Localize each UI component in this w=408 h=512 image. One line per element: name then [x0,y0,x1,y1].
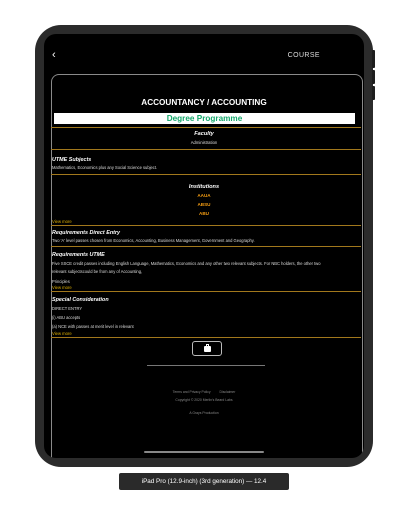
special-consideration-line: (i) ABU accepts [52,315,81,320]
special-consideration-line: (a) NCE with passes at merit level in relevant [52,324,134,329]
requirements-utme-line: Five SSCE credit passes including English Language, Mathematics, Economics and any other two relevant subjects. For NBC holders, the other two [52,261,321,266]
requirements-utme-line: Principles [52,279,70,284]
direct-entry-text: Two 'A' level passes chosen from Economics, Accounting, Business Management, Government and Geography. [52,238,255,243]
faculty-value: Administration [190,140,218,145]
device-caption: iPad Pro (12.9-inch) (3rd generation) — 12.4 [119,473,289,490]
terms-link[interactable]: Terms and Privacy Policy [172,390,211,394]
institution-item[interactable]: AAUA [197,193,211,198]
divider [51,127,361,128]
disclaimer-link[interactable]: Disclaimer [219,390,236,394]
divider [51,291,361,292]
volume-up-button [372,70,375,84]
divider [51,174,361,175]
utme-subjects-heading: UTME Subjects [52,157,92,163]
footer-links [44,390,364,394]
app-screen [44,34,364,458]
volume-down-button [372,86,375,100]
power-button [372,50,375,68]
divider [51,225,361,226]
navigation-bar [44,34,364,74]
institution-item[interactable]: ABSU [197,202,211,207]
chevron-left-icon[interactable]: ‹ [52,49,56,61]
home-indicator[interactable] [144,451,264,453]
copyright-text: Copyright © 2020 Merlin's Beard Labs [175,398,233,402]
direct-entry-heading: Requirements Direct Entry [52,230,121,236]
faculty-heading: Faculty [194,131,214,137]
footer-divider [147,365,265,366]
requirements-view-more-link[interactable]: View more [52,285,72,290]
special-view-more-link[interactable]: View more [52,331,72,336]
divider [51,149,361,150]
requirements-utme-heading: Requirements UTME [52,252,105,258]
institution-item[interactable]: ABU [199,211,209,216]
institutions-heading: Institutions [188,184,220,190]
action-button[interactable] [192,341,222,356]
requirements-utme-line: relevant subjectscould be from any of Accounting, [52,269,143,274]
programme-banner: Degree Programme [54,113,355,124]
institutions-view-more-link[interactable]: View more [52,219,72,224]
divider [51,337,361,338]
course-title: ACCOUNTANCY / ACCOUNTING [141,98,267,107]
special-consideration-line: DIRECT ENTRY [52,306,83,311]
divider [51,246,361,247]
utme-subjects-text: Mathematics, Economics plus any Social Science subject. [52,165,158,170]
nav-title: COURSE [287,52,320,59]
lock-icon [204,346,211,352]
production-text: A Grays Production [189,411,219,415]
special-consideration-heading: Special Consideration [52,297,109,303]
